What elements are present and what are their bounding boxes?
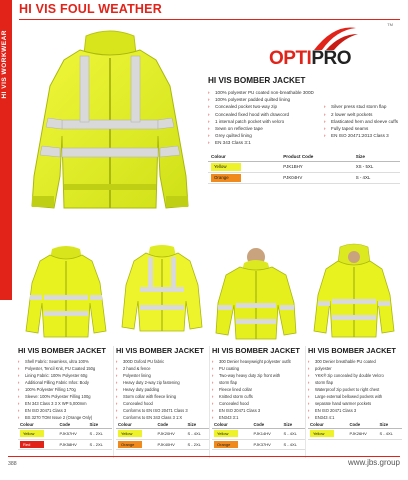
product-size: S - 4XL: [378, 429, 402, 440]
main-jacket-image: [24, 26, 196, 212]
product-code: PJK26HV: [347, 429, 377, 440]
column-divider: [209, 346, 210, 458]
colour-swatch-yellow: Yellow: [20, 430, 44, 437]
list-item: › Concealed hood: [116, 400, 210, 407]
sub-product-1: [18, 346, 112, 450]
product-code: PJK20HV: [155, 429, 185, 440]
list-item: › YKK® zip concealed by double Velcro: [308, 372, 402, 379]
sub-product-table: [308, 421, 402, 440]
product-size: S - 4XL: [186, 429, 210, 440]
list-item: › EN343 4:1: [308, 414, 402, 421]
list-item: › Shell Fabric: Seamless, ultra 100%: [18, 358, 112, 365]
product-code: PJK1BHY: [280, 161, 352, 172]
col-header: Product Code: [280, 152, 352, 162]
list-item: › 300 Denier breathable PU coated: [308, 358, 402, 365]
col-header: Size: [353, 152, 400, 162]
list-item: › Polyester, Tencil Knit, PU Coated 150g: [18, 365, 112, 372]
sub-jacket-image-3: [212, 243, 300, 341]
table-row: [308, 429, 402, 440]
colour-swatch-yellow: Yellow: [211, 163, 241, 171]
main-bullets-left: [208, 89, 320, 147]
colour-swatch-yellow: Yellow: [214, 430, 238, 437]
col-header: Colour: [308, 421, 347, 429]
sub-product-table: [212, 421, 306, 450]
list-item: › Waterproof zip pocket to right chest: [308, 386, 402, 393]
list-item: › 300 Denier heavyweight polyester outfit: [212, 358, 306, 365]
sub-product-bullets: [18, 358, 112, 421]
sub-jacket-image-1: [22, 243, 110, 341]
list-item: › Grey quilted lining: [208, 132, 320, 139]
table-header-row: [208, 152, 400, 162]
sub-product-title: HI VIS BOMBER JACKET: [308, 346, 396, 355]
list-item: › Polyester lining: [116, 372, 210, 379]
table-row: [208, 161, 400, 172]
optipro-logo: [264, 22, 399, 72]
product-code: PJK37HV: [251, 439, 281, 450]
list-item: › EN ISO 20471 Class 3: [212, 407, 306, 414]
sub-product-2: [116, 346, 210, 450]
product-size: S - 4XL: [282, 429, 306, 440]
col-header: Code: [251, 421, 281, 429]
product-code: PJK40HV: [155, 439, 185, 450]
sub-product-bullets: [116, 358, 210, 421]
col-header: Colour: [116, 421, 155, 429]
sub-jacket-image-4: [310, 243, 398, 341]
footer-rule: [8, 456, 400, 457]
sub-product-table: [116, 421, 210, 450]
product-code: PJK14HV: [251, 429, 281, 440]
col-header: Colour: [18, 421, 57, 429]
logo-wordmark: OPTIPRO: [269, 48, 352, 69]
main-bullets-right: [324, 89, 398, 147]
list-item: › Concealed pocket two-way zip: [208, 103, 320, 110]
table-row: [18, 439, 112, 450]
colour-swatch-orange: Orange: [211, 174, 241, 182]
list-item: › Two-way heavy duty zip front with: [212, 372, 306, 379]
colour-swatch-orange: Orange: [118, 441, 142, 448]
list-item: › separate hand warmer pockets: [308, 400, 402, 407]
col-header: Code: [57, 421, 87, 429]
col-header: Size: [186, 421, 210, 429]
product-size: S - 2XL: [186, 439, 210, 450]
product-size: XS - 5XL: [353, 161, 400, 172]
main-product-table: [208, 152, 400, 184]
sub-jacket-image-2: [118, 243, 206, 341]
list-item: › EN ISO 20471:2013 Class 3: [324, 132, 398, 139]
main-product-title: HI VIS BOMBER JACKET: [208, 76, 306, 85]
list-item: › 100% polyester PU coated non-breathable 300D: [208, 89, 320, 96]
col-header: Code: [155, 421, 185, 429]
list-item: › 100% polyester padded quilted lining: [208, 96, 320, 103]
colour-swatch-yellow: Yellow: [118, 430, 142, 437]
page-title: HI VIS FOUL WEATHER: [19, 2, 162, 16]
list-item: › EN343 3:1: [212, 414, 306, 421]
col-header: Colour: [212, 421, 251, 429]
list-item: › EN 343 Class 3:1: [208, 139, 320, 146]
list-item: › storm flap: [308, 379, 402, 386]
col-header: Size: [88, 421, 112, 429]
list-item: › Heavy duty padding: [116, 386, 210, 393]
sub-product-title: HI VIS BOMBER JACKET: [212, 346, 300, 355]
list-item: › Lining Fabric: 100% Polyester 60g: [18, 372, 112, 379]
product-size: S - 2XL: [88, 439, 112, 450]
col-header: Size: [378, 421, 402, 429]
table-row: [208, 172, 400, 183]
col-header: Size: [282, 421, 306, 429]
list-item: › Additional Filling Fabric Infos: Body: [18, 379, 112, 386]
sub-product-title: HI VIS BOMBER JACKET: [116, 346, 204, 355]
table-row: [18, 429, 112, 440]
list-item: › Sewn on reflective tape: [208, 125, 320, 132]
list-item: › Concealed hood: [212, 400, 306, 407]
list-item: › storm flap: [212, 379, 306, 386]
product-size: S - 2XL: [88, 429, 112, 440]
colour-swatch-yellow: Yellow: [310, 430, 334, 437]
list-item: › Storm collar with fleece lining: [116, 393, 210, 400]
table-row: [116, 429, 210, 440]
list-item: › EN ISO 20471 Class 3: [18, 407, 112, 414]
website-link[interactable]: www.jbs.group: [347, 458, 400, 467]
list-item: › polyester: [308, 365, 402, 372]
table-row: [212, 429, 306, 440]
col-header: Colour: [208, 152, 280, 162]
sub-product-4: [308, 346, 402, 440]
product-code: PJK04HV: [280, 172, 352, 183]
main-product-spec: [208, 76, 400, 184]
col-header: Code: [347, 421, 377, 429]
list-item: › EN 343 Class 3 3 X WP 5,000mm: [18, 400, 112, 407]
sub-product-3: [212, 346, 306, 450]
sub-product-table: [18, 421, 112, 450]
title-rule: [19, 19, 400, 20]
list-item: › 2 lower welt pockets: [324, 111, 398, 118]
product-size: S - 4XL: [282, 439, 306, 450]
page-number: 388: [8, 461, 17, 467]
list-item: › Fleece lined collar: [212, 386, 306, 393]
list-item: › Silver press stud storm flap: [324, 103, 398, 110]
list-item: › 2 hand & fence: [116, 365, 210, 372]
product-size: S - 4XL: [353, 172, 400, 183]
list-item: › Conforms to EN 343 Class 3 1:X: [116, 414, 210, 421]
list-item: › Sleeve: 100% Polyester Filling 100g: [18, 393, 112, 400]
column-divider: [305, 346, 306, 458]
table-row: [212, 439, 306, 450]
list-item: › 300D Oxford PU fabric: [116, 358, 210, 365]
list-item: › EN ISO 20471 Class 3: [308, 407, 402, 414]
sub-product-title: HI VIS BOMBER JACKET: [18, 346, 106, 355]
list-item: › 1 internal patch pocket with velcro: [208, 118, 320, 125]
list-item: › 100% Polyester Filling 170g: [18, 386, 112, 393]
table-row: [116, 439, 210, 450]
colour-swatch-orange: Orange: [214, 441, 238, 448]
list-item: › Heavy duty 2-way zip fastening: [116, 379, 210, 386]
list-item: › Large external bellowed pockets with: [308, 393, 402, 400]
list-item: › Conforms to EN ISO 20471 Class 3: [116, 407, 210, 414]
product-code: PJK57HV: [57, 429, 87, 440]
section-side-tab: [0, 0, 12, 300]
list-item: › Elasticated hem and sleeve cuffs: [324, 118, 398, 125]
product-code: PJK58HV: [57, 439, 87, 450]
list-item: › BS 3270 TOM Issue 2 (Orange Only): [18, 414, 112, 421]
logo-tm: TM: [387, 22, 393, 27]
side-tab-label: HI VIS WORKWEAR: [1, 30, 8, 99]
list-item: › Concealed fixed hood with drawcord: [208, 111, 320, 118]
sub-product-bullets: [212, 358, 306, 421]
sub-product-bullets: [308, 358, 402, 421]
list-item: › Fully taped seams: [324, 125, 398, 132]
column-divider: [113, 346, 114, 458]
list-item: › PU coating: [212, 365, 306, 372]
list-item: › Knitted storm cuffs: [212, 393, 306, 400]
colour-swatch-red: Red: [20, 441, 44, 448]
